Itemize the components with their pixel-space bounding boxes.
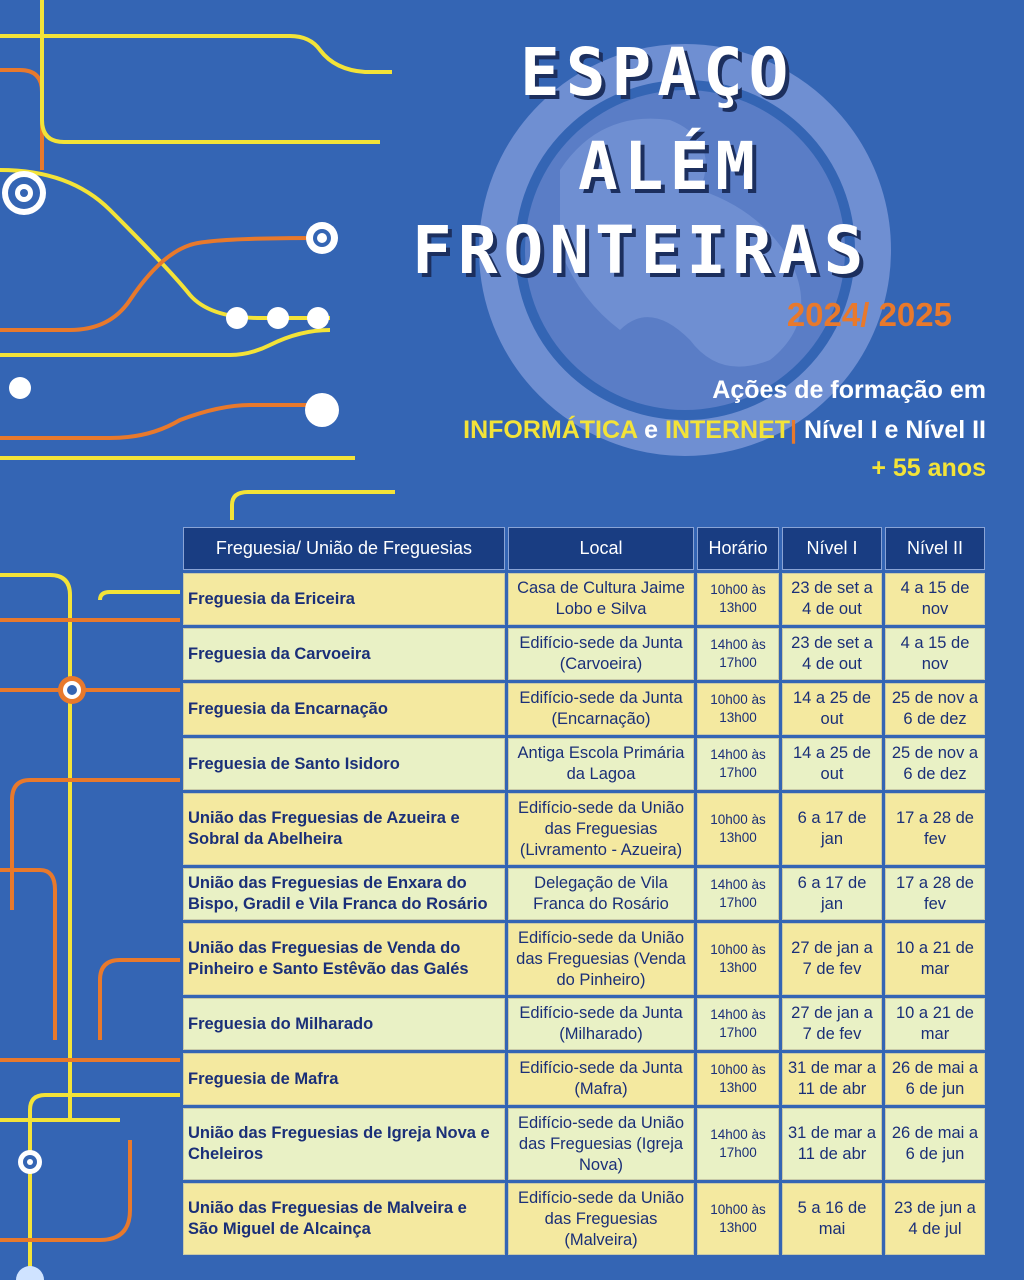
table-body <box>183 573 985 1255</box>
table-row <box>183 573 985 625</box>
title-line-3: FRONTEIRAS <box>412 212 870 289</box>
table-row <box>183 998 985 1050</box>
cell-nivel-2: 25 de nov a 6 de dez <box>885 738 985 790</box>
cell-nivel-1: 14 a 25 de out <box>782 738 882 790</box>
cell-horario: 14h00 às 17h00 <box>697 1108 779 1180</box>
cell-horario: 10h00 às 13h00 <box>697 923 779 995</box>
cell-horario: 10h00 às 13h00 <box>697 793 779 865</box>
cell-nivel-1: 23 de set a 4 de out <box>782 573 882 625</box>
subtitle-line-2 <box>463 416 986 445</box>
cell-nivel-2: 10 a 21 de mar <box>885 998 985 1050</box>
cell-nivel-1: 6 a 17 de jan <box>782 793 882 865</box>
cell-horario: 14h00 às 17h00 <box>697 998 779 1050</box>
cell-local: Edifício-sede da União das Freguesias (Venda do Pinheiro) <box>508 923 694 995</box>
cell-nivel-2: 17 a 28 de fev <box>885 868 985 920</box>
table-row <box>183 683 985 735</box>
cell-freguesia: Freguesia de Santo Isidoro <box>183 738 505 790</box>
separator: | <box>790 416 798 444</box>
cell-freguesia: União das Freguesias de Enxara do Bispo, Gradil e Vila Franca do Rosário <box>183 868 505 920</box>
cell-local: Antiga Escola Primária da Lagoa <box>508 738 694 790</box>
cell-local: Edifício-sede da União das Freguesias (Igreja Nova) <box>508 1108 694 1180</box>
table-row <box>183 738 985 790</box>
header-nivel-1: Nível I <box>782 527 882 570</box>
cell-freguesia: Freguesia de Mafra <box>183 1053 505 1105</box>
title-line-1: ESPAÇO <box>520 34 795 111</box>
cell-nivel-1: 5 a 16 de mai <box>782 1183 882 1255</box>
cell-nivel-1: 27 de jan a 7 de fev <box>782 923 882 995</box>
cell-horario: 14h00 às 17h00 <box>697 628 779 680</box>
connector: e <box>644 416 659 444</box>
cell-local: Casa de Cultura Jaime Lobo e Silva <box>508 573 694 625</box>
cell-local: Edifício-sede da Junta (Encarnação) <box>508 683 694 735</box>
cell-nivel-2: 23 de jun a 4 de jul <box>885 1183 985 1255</box>
cell-horario: 10h00 às 13h00 <box>697 683 779 735</box>
header-local: Local <box>508 527 694 570</box>
cell-local: Delegação de Vila Franca do Rosário <box>508 868 694 920</box>
cell-horario: 14h00 às 17h00 <box>697 868 779 920</box>
cell-nivel-2: 4 a 15 de nov <box>885 573 985 625</box>
table-row <box>183 868 985 920</box>
cell-local: Edifício-sede da Junta (Milharado) <box>508 998 694 1050</box>
cell-nivel-2: 10 a 21 de mar <box>885 923 985 995</box>
cell-freguesia: Freguesia do Milharado <box>183 998 505 1050</box>
cell-freguesia: Freguesia da Encarnação <box>183 683 505 735</box>
topic-internet: INTERNET <box>665 416 791 444</box>
header-freguesia: Freguesia/ União de Freguesias <box>183 527 505 570</box>
table-row <box>183 923 985 995</box>
table-header-row <box>183 527 985 570</box>
table-row <box>183 793 985 865</box>
table-row <box>183 1108 985 1180</box>
cell-nivel-2: 26 de mai a 6 de jun <box>885 1053 985 1105</box>
cell-horario: 10h00 às 13h00 <box>697 1053 779 1105</box>
cell-freguesia: União das Freguesias de Azueira e Sobral da Abelheira <box>183 793 505 865</box>
table-row <box>183 628 985 680</box>
cell-nivel-1: 6 a 17 de jan <box>782 868 882 920</box>
cell-horario: 14h00 às 17h00 <box>697 738 779 790</box>
subtitle-line-1: Ações de formação em <box>712 376 986 404</box>
table-row <box>183 1053 985 1105</box>
age-requirement: + 55 anos <box>871 454 986 482</box>
cell-nivel-2: 17 a 28 de fev <box>885 793 985 865</box>
cell-horario: 10h00 às 13h00 <box>697 1183 779 1255</box>
topic-informatica: INFORMÁTICA <box>463 416 638 444</box>
cell-local: Edifício-sede da Junta (Mafra) <box>508 1053 694 1105</box>
header-horario: Horário <box>697 527 779 570</box>
year-range: 2024/ 2025 <box>786 296 952 333</box>
cell-nivel-1: 14 a 25 de out <box>782 683 882 735</box>
table-row <box>183 1183 985 1255</box>
cell-freguesia: Freguesia da Carvoeira <box>183 628 505 680</box>
cell-freguesia: União das Freguesias de Venda do Pinheiro e Santo Estêvão das Galés <box>183 923 505 995</box>
cell-freguesia: Freguesia da Ericeira <box>183 573 505 625</box>
schedule-table <box>180 524 988 1258</box>
title-line-2: ALÉM <box>578 128 761 205</box>
cell-nivel-1: 31 de mar a 11 de abr <box>782 1108 882 1180</box>
cell-freguesia: União das Freguesias de Malveira e São Miguel de Alcainça <box>183 1183 505 1255</box>
header-nivel-2: Nível II <box>885 527 985 570</box>
cell-freguesia: União das Freguesias de Igreja Nova e Cheleiros <box>183 1108 505 1180</box>
levels-text: Nível I e Nível II <box>803 416 986 444</box>
cell-local: Edifício-sede da União das Freguesias (Malveira) <box>508 1183 694 1255</box>
cell-horario: 10h00 às 13h00 <box>697 573 779 625</box>
cell-local: Edifício-sede da Junta (Carvoeira) <box>508 628 694 680</box>
cell-nivel-1: 31 de mar a 11 de abr <box>782 1053 882 1105</box>
cell-nivel-1: 27 de jan a 7 de fev <box>782 998 882 1050</box>
cell-local: Edifício-sede da União das Freguesias (Livramento - Azueira) <box>508 793 694 865</box>
cell-nivel-1: 23 de set a 4 de out <box>782 628 882 680</box>
gear-icon <box>2 171 46 215</box>
cell-nivel-2: 26 de mai a 6 de jun <box>885 1108 985 1180</box>
cell-nivel-2: 25 de nov a 6 de dez <box>885 683 985 735</box>
cell-nivel-2: 4 a 15 de nov <box>885 628 985 680</box>
